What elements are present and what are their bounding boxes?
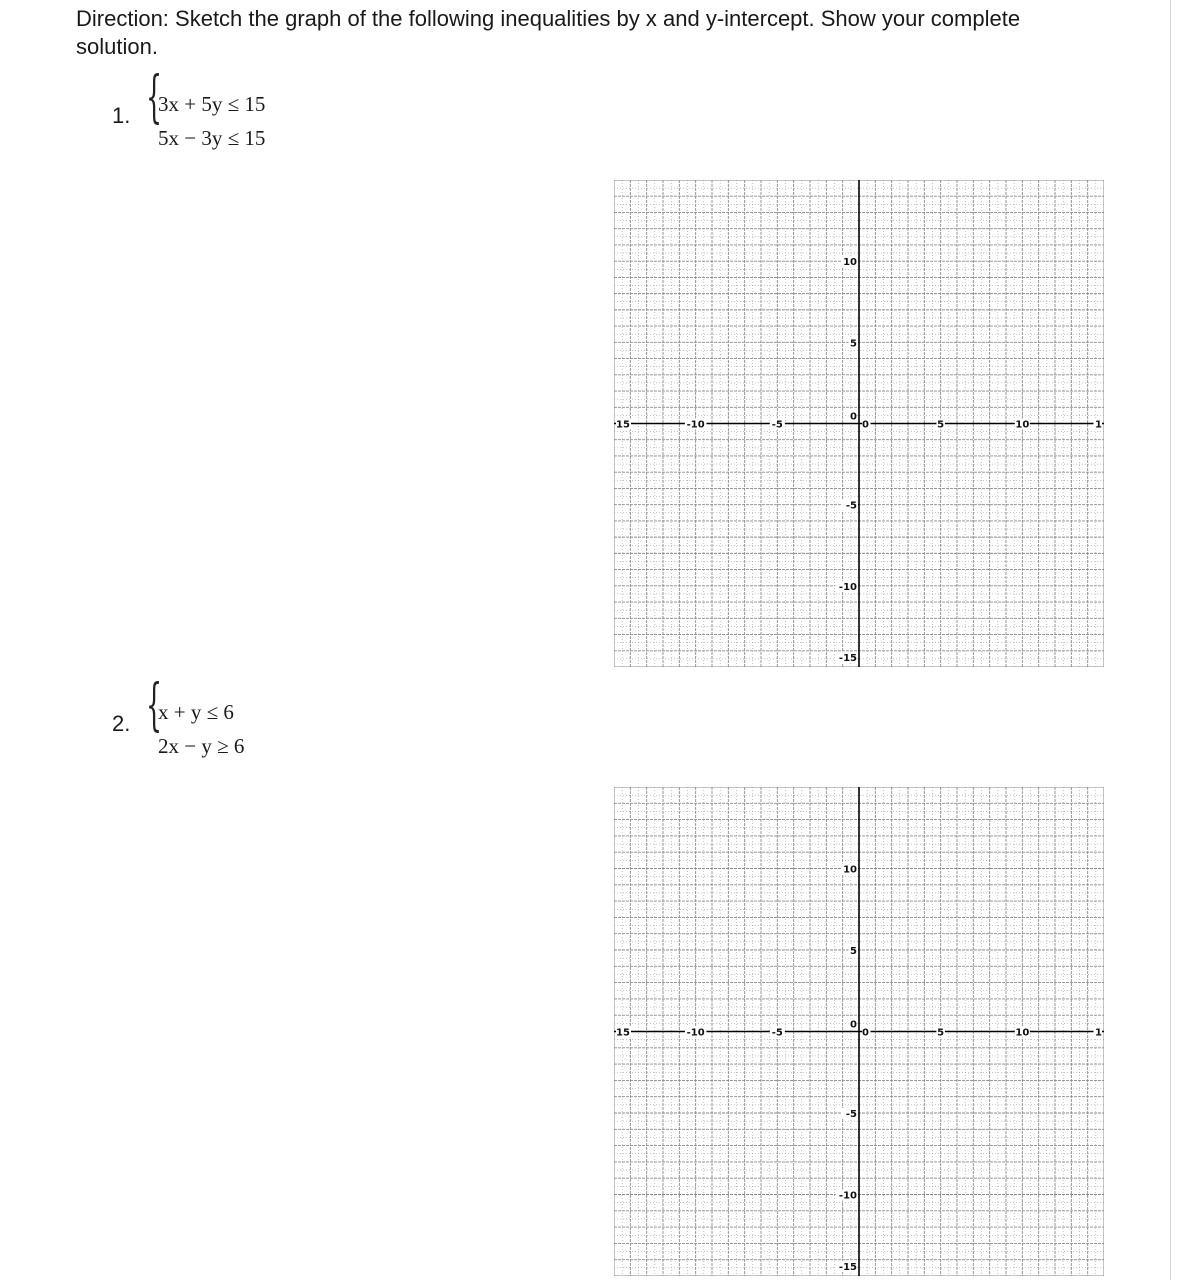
x-tick-label: 10 (1015, 419, 1030, 431)
inequality: x + y ≤ 6 (158, 700, 234, 724)
y-tick-label: 0 (850, 1019, 857, 1031)
x-tick-label: -10 (686, 1027, 705, 1039)
grid-svg (614, 180, 1104, 667)
x-tick-label: 15 (616, 419, 630, 431)
direction-text: Direction: Sketch the graph of the following inequalities by x and y-intercept. Show your complete solution. (76, 6, 1021, 59)
inequality: 5x − 3y ≤ 15 (158, 126, 266, 150)
y-tick-label: -15 (838, 1262, 857, 1273)
y-tick-label: -5 (845, 500, 857, 512)
inequality: 2x − y ≥ 6 (158, 734, 245, 758)
y-tick-label: 5 (850, 338, 857, 350)
y-tick-label: 10 (843, 257, 857, 269)
x-tick-label: 0 (862, 1027, 869, 1039)
y-tick-label: -5 (845, 1109, 857, 1120)
x-tick-label: 15 (616, 1027, 630, 1039)
brace-symbol: { (146, 673, 163, 738)
grid-svg (614, 787, 1104, 1276)
x-tick-label: -5 (771, 419, 783, 431)
y-tick-label: -10 (838, 581, 857, 593)
x-tick-label: -10 (686, 419, 705, 431)
x-tick-label: 1 (1095, 1027, 1102, 1039)
inequality: 3x + 5y ≤ 15 (158, 92, 266, 116)
y-tick-label: 5 (850, 946, 857, 957)
x-tick-label: -5 (771, 1027, 783, 1039)
x-tick-label: 5 (937, 1027, 945, 1039)
problem-number: 1. (112, 103, 131, 128)
coordinate-grid-2[interactable] (614, 787, 1104, 1276)
coordinate-grid-1[interactable] (614, 180, 1104, 667)
y-tick-label: 0 (850, 411, 857, 423)
problem-number: 2. (112, 711, 131, 736)
y-tick-label: -15 (838, 653, 857, 664)
brace-symbol: { (146, 65, 163, 130)
y-tick-label: 10 (843, 864, 857, 876)
x-tick-label: 5 (937, 419, 945, 431)
y-tick-label: -10 (838, 1190, 857, 1202)
x-tick-label: 1 (1095, 419, 1102, 431)
x-tick-label: 10 (1015, 1027, 1030, 1039)
x-tick-label: 0 (862, 419, 869, 431)
